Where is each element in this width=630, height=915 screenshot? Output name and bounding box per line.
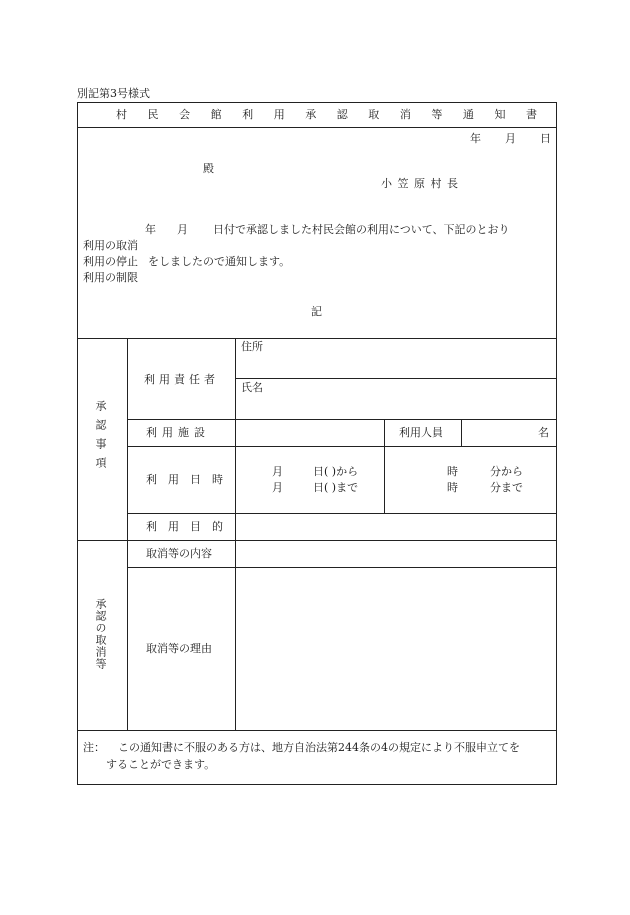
option-cancel: 利用の取消 [83,239,138,252]
row-line-address [235,378,557,379]
notify-text: をしましたので通知します。 [148,255,291,268]
table-top-line [77,338,557,339]
title-char: 民 [147,108,159,121]
responsible-label: 利用責任者 [144,373,219,386]
table-bottom-line [77,730,557,731]
row-line-facility [127,419,557,420]
title-char: 館 [210,108,222,121]
title-char: 承 [305,108,317,121]
section-divider [77,540,557,541]
content-label: 取消等の内容 [146,547,212,560]
title-char: 認 [336,108,348,121]
title-char: 等 [431,108,443,121]
title-char: 知 [494,108,506,121]
option-limit: 利用の制限 [83,271,138,284]
time-from-hour: 時 [447,465,458,478]
title-char: 消 [399,108,411,121]
facility-label: 利用施設 [146,426,210,439]
date-month: 月 [505,132,516,145]
title-char: 通 [462,108,474,121]
title-char: 会 [179,108,191,121]
form-title [116,108,537,123]
persons-unit: 名 [538,426,549,439]
title-char: 利 [242,108,254,121]
title-char: 用 [273,108,285,121]
note-line1: この通知書に不服のある方は、地方自治法第244条の4の規定により不服申立てを [118,741,520,754]
col-divider-persons-1 [384,419,385,513]
date-year: 年 [470,132,481,145]
date-day: 日 [540,132,551,145]
time-to-minute: 分まで [490,481,523,494]
row-line-purpose [127,513,557,514]
time-from-minute: 分から [490,465,523,478]
row-line-datetime [127,446,557,447]
option-stop: 利用の停止 [83,255,138,268]
purpose-label: 利用目的 [146,520,234,533]
note-prefix: 注： [83,741,105,754]
datetime-label: 利用日時 [146,473,234,486]
time-to-hour: 時 [447,481,458,494]
date-from-month: 月 [272,465,283,478]
col-divider-2 [235,338,236,730]
reason-label: 取消等の理由 [146,642,212,655]
row-line-reason [127,567,557,568]
title-char: 村 [116,108,127,121]
title-char: 取 [368,108,380,121]
address-label: 住所 [241,340,263,353]
form-code: 別記第3号様式 [77,87,150,100]
date-from-day: 日( )から [313,465,359,478]
form-frame [77,102,557,785]
persons-label: 利用人員 [399,426,443,439]
title-char: 書 [526,108,537,121]
name-label: 氏名 [241,381,263,394]
title-divider [77,127,557,128]
ki-label: 記 [311,305,322,318]
body-year: 年 [145,223,156,236]
date-to-day: 日( )まで [313,481,359,494]
body-month: 月 [177,223,188,236]
col-divider-1 [127,338,128,730]
date-to-month: 月 [272,481,283,494]
addressee-suffix: 殿 [203,162,214,175]
body-line1: 日付で承認しました村民会館の利用について、下記のとおり [213,223,510,236]
note-line2: することができます。 [106,758,216,771]
issuer: 小 笠 原 村 長 [381,177,459,190]
col-divider-persons-2 [461,419,462,446]
approval-section-label: 承認事項 [94,400,107,476]
cancel-section-label: 承認の取消等 [94,598,107,670]
